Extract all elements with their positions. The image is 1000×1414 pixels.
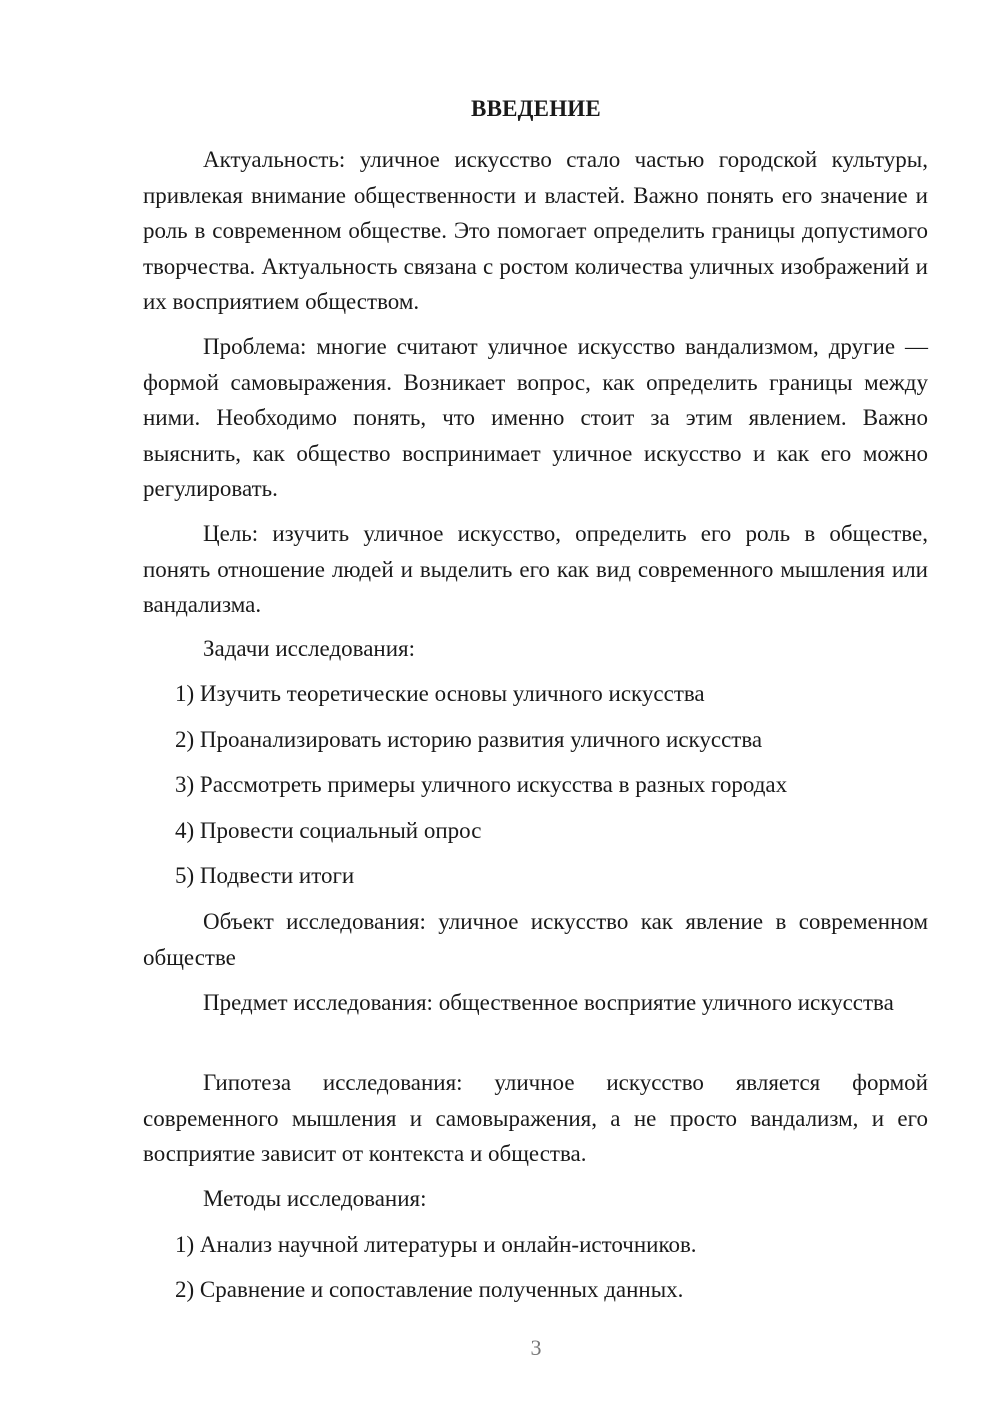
subject-paragraph: Предмет исследования: общественное восприятие уличного искусства: [203, 990, 894, 1015]
task-item: 3) Рассмотреть примеры уличного искусства в разных городах: [175, 772, 788, 797]
task-item: 5) Подвести итоги: [175, 863, 355, 888]
problem-paragraph: Проблема: многие считают уличное искусство вандализмом, другие — формой самовыражения. Возникает вопрос, как определить границы между ними. Необходимо понять, что именно стоит за этим явлением. Важно выяснить, как общество воспринимает уличное искусство и как его можно регулировать.: [143, 334, 928, 501]
tasks-heading: Задачи исследования:: [203, 636, 416, 661]
method-item: 1) Анализ научной литературы и онлайн-источников.: [175, 1232, 697, 1257]
relevance-paragraph: Актуальность: уличное искусство стало частью городской культуры, привлекая внимание общественности и властей. Важно понять его значение и роль в современном обществе. Это помогает определить границы допустимого творчества. Актуальность связана с ростом количества уличных изображений и их восприятием обществом.: [143, 147, 928, 314]
goal-paragraph: Цель: изучить уличное искусство, определить его роль в обществе, понять отношение людей и выделить его как вид современного мышления или вандализма.: [143, 521, 928, 617]
page-title: ВВЕДЕНИЕ: [471, 96, 601, 121]
methods-heading: Методы исследования:: [203, 1186, 427, 1211]
task-item: 2) Проанализировать историю развития уличного искусства: [175, 727, 763, 752]
task-item: 1) Изучить теоретические основы уличного искусства: [175, 681, 705, 706]
method-item: 2) Сравнение и сопоставление полученных данных.: [175, 1277, 684, 1302]
object-paragraph: Объект исследования: уличное искусство как явление в современном обществе: [143, 909, 928, 970]
hypothesis-paragraph: Гипотеза исследования: уличное искусство является формой современного мышления и самовыражения, а не просто вандализм, и его восприятие зависит от контекста и общества.: [143, 1070, 928, 1166]
page-number: 3: [530, 1335, 542, 1360]
task-item: 4) Провести социальный опрос: [175, 818, 482, 843]
